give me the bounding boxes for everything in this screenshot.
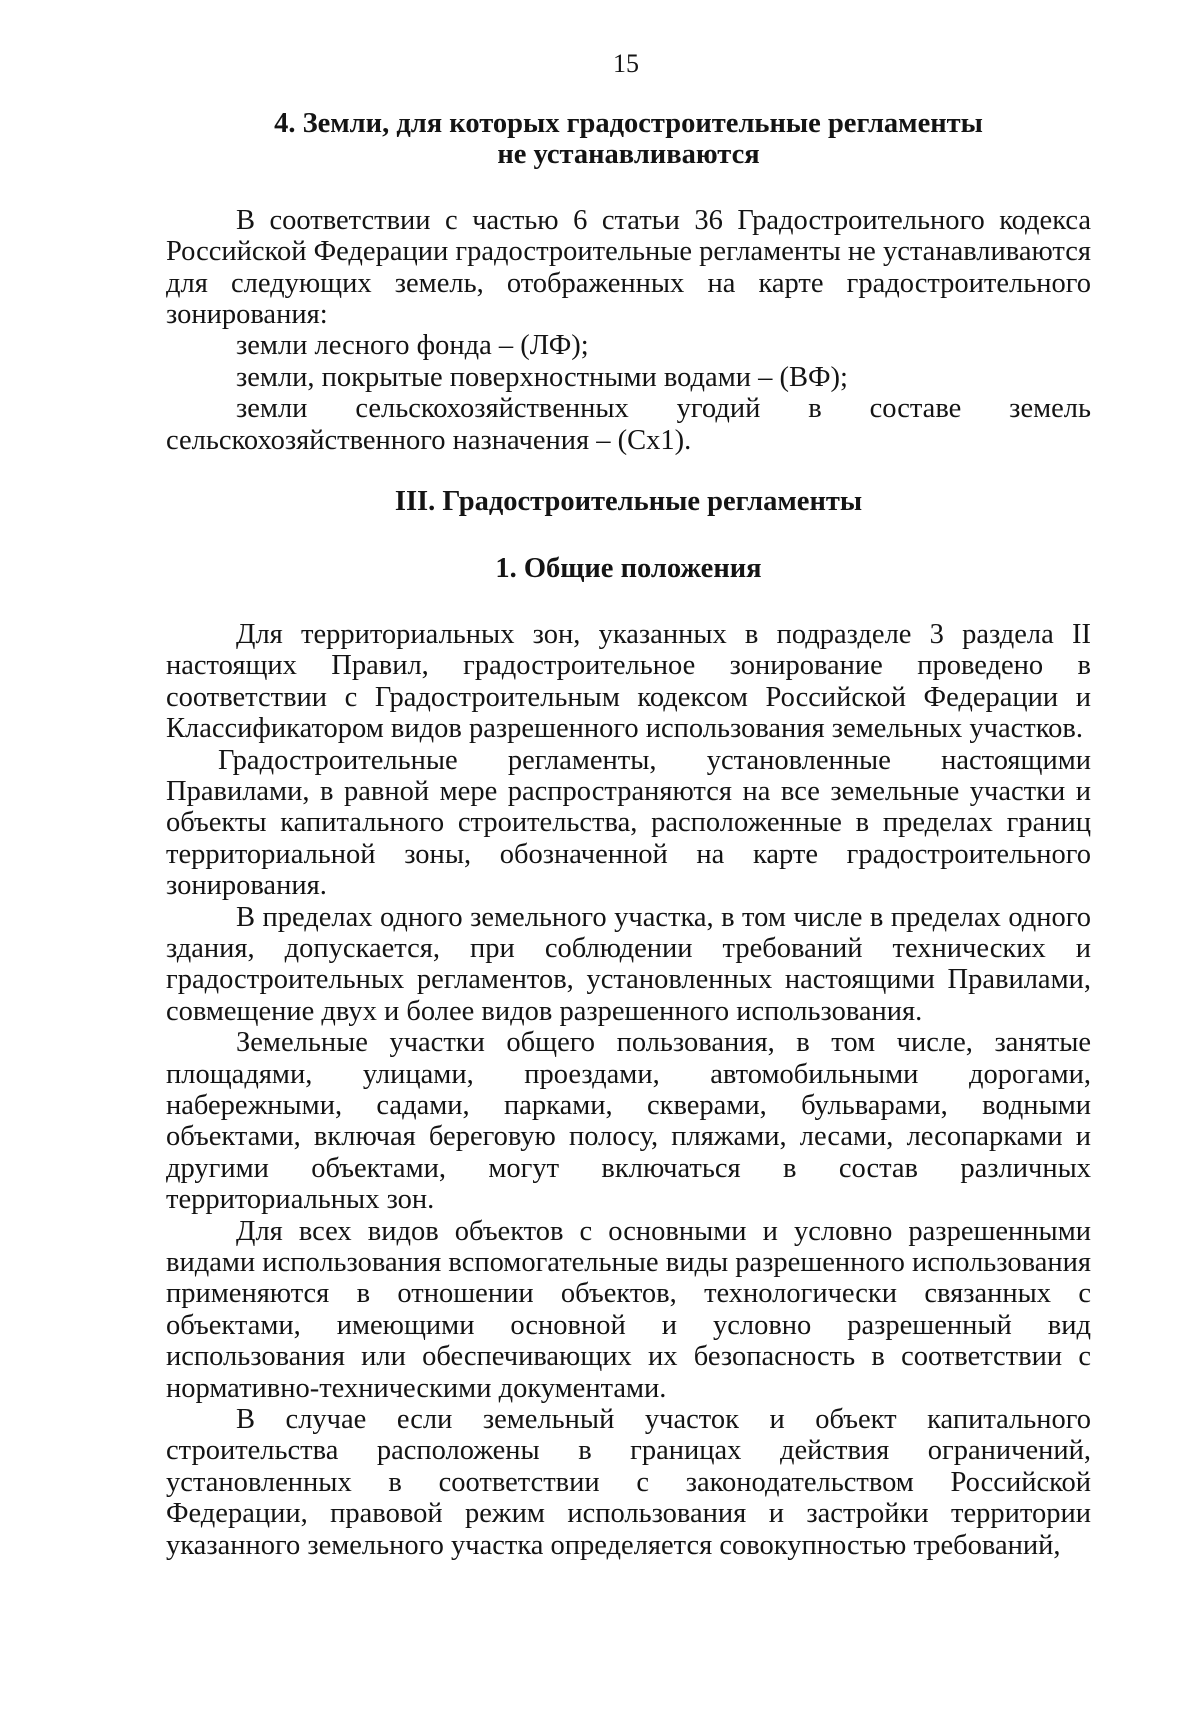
general-paragraph-5: Для всех видов объектов с основными и условно разрешенными видами использования вспомогательные виды разрешенного использования применяются в отношении объектов, технологически связанных с объектами, имеющими основной и условно разрешенный вид использования или обеспечивающих их безопасность в соответствии с нормативно-техническими документами. [166, 1215, 1091, 1404]
page-number: 15 [613, 49, 639, 78]
section-4-heading-line-1: 4. Земли, для которых градостроительные регламенты [274, 108, 983, 139]
list-item-water-lands: земли, покрытые поверхностными водами – (ВФ); [236, 361, 848, 393]
list-item-forest-fund: земли лесного фонда – (ЛФ); [236, 330, 589, 362]
section-4-heading-line-2: не устанавливаются [497, 139, 760, 171]
general-provisions-heading: 1. Общие положения [495, 553, 762, 585]
general-paragraph-2: Градостроительные регламенты, установленные настоящими Правилами, в равной мере распространяются на все земельные участки и объекты капитального строительства, расположенные в пределах границ территориальной зоны, обозначенной на карте градостроительного зонирования. [166, 744, 1091, 902]
general-paragraph-4: Земельные участки общего пользования, в том числе, занятые площадями, улицами, проездами, автомобильными дорогами, набережными, садами, парками, скверами, бульварами, водными объектами, включая береговую полосу, пляжами, лесами, лесопарками и другими объектами, могут включаться в состав различных территориальных зон. [166, 1027, 1091, 1216]
section-4-heading [166, 108, 1091, 171]
list-item-agricultural-lands: земли сельскохозяйственных угодий в составе земель сельскохозяйственного назначения – (Сх1). [166, 393, 1091, 456]
general-paragraph-1: Для территориальных зон, указанных в подразделе 3 раздела II настоящих Правил, градостроительное зонирование проведено в соответствии с Градостроительным кодексом Российской Федерации и Классификатором видов разрешенного использования земельных участков. [166, 618, 1091, 745]
general-paragraph-6: В случае если земельный участок и объект капитального строительства расположены в границах действия ограничений, установленных в соответствии с законодательством Российской Федерации, правовой режим использования и застройки территории указанного земельного участка определяется совокупностью требований, [166, 1404, 1091, 1561]
section-iii-heading: III. Градостроительные регламенты [394, 486, 863, 518]
page-content [166, 108, 1091, 1561]
section-4-intro: В соответствии с частью 6 статьи 36 Градостроительного кодекса Российской Федерации градостроительные регламенты не устанавливаются для следующих земель, отображенных на карте градостроительного зонирования: [166, 204, 1091, 331]
general-paragraph-3: В пределах одного земельного участка, в том числе в пределах одного здания, допускается, при соблюдении требований технических и градостроительных регламентов, установленных настоящими Правилами, совмещение двух и более видов разрешенного использования. [166, 901, 1091, 1027]
